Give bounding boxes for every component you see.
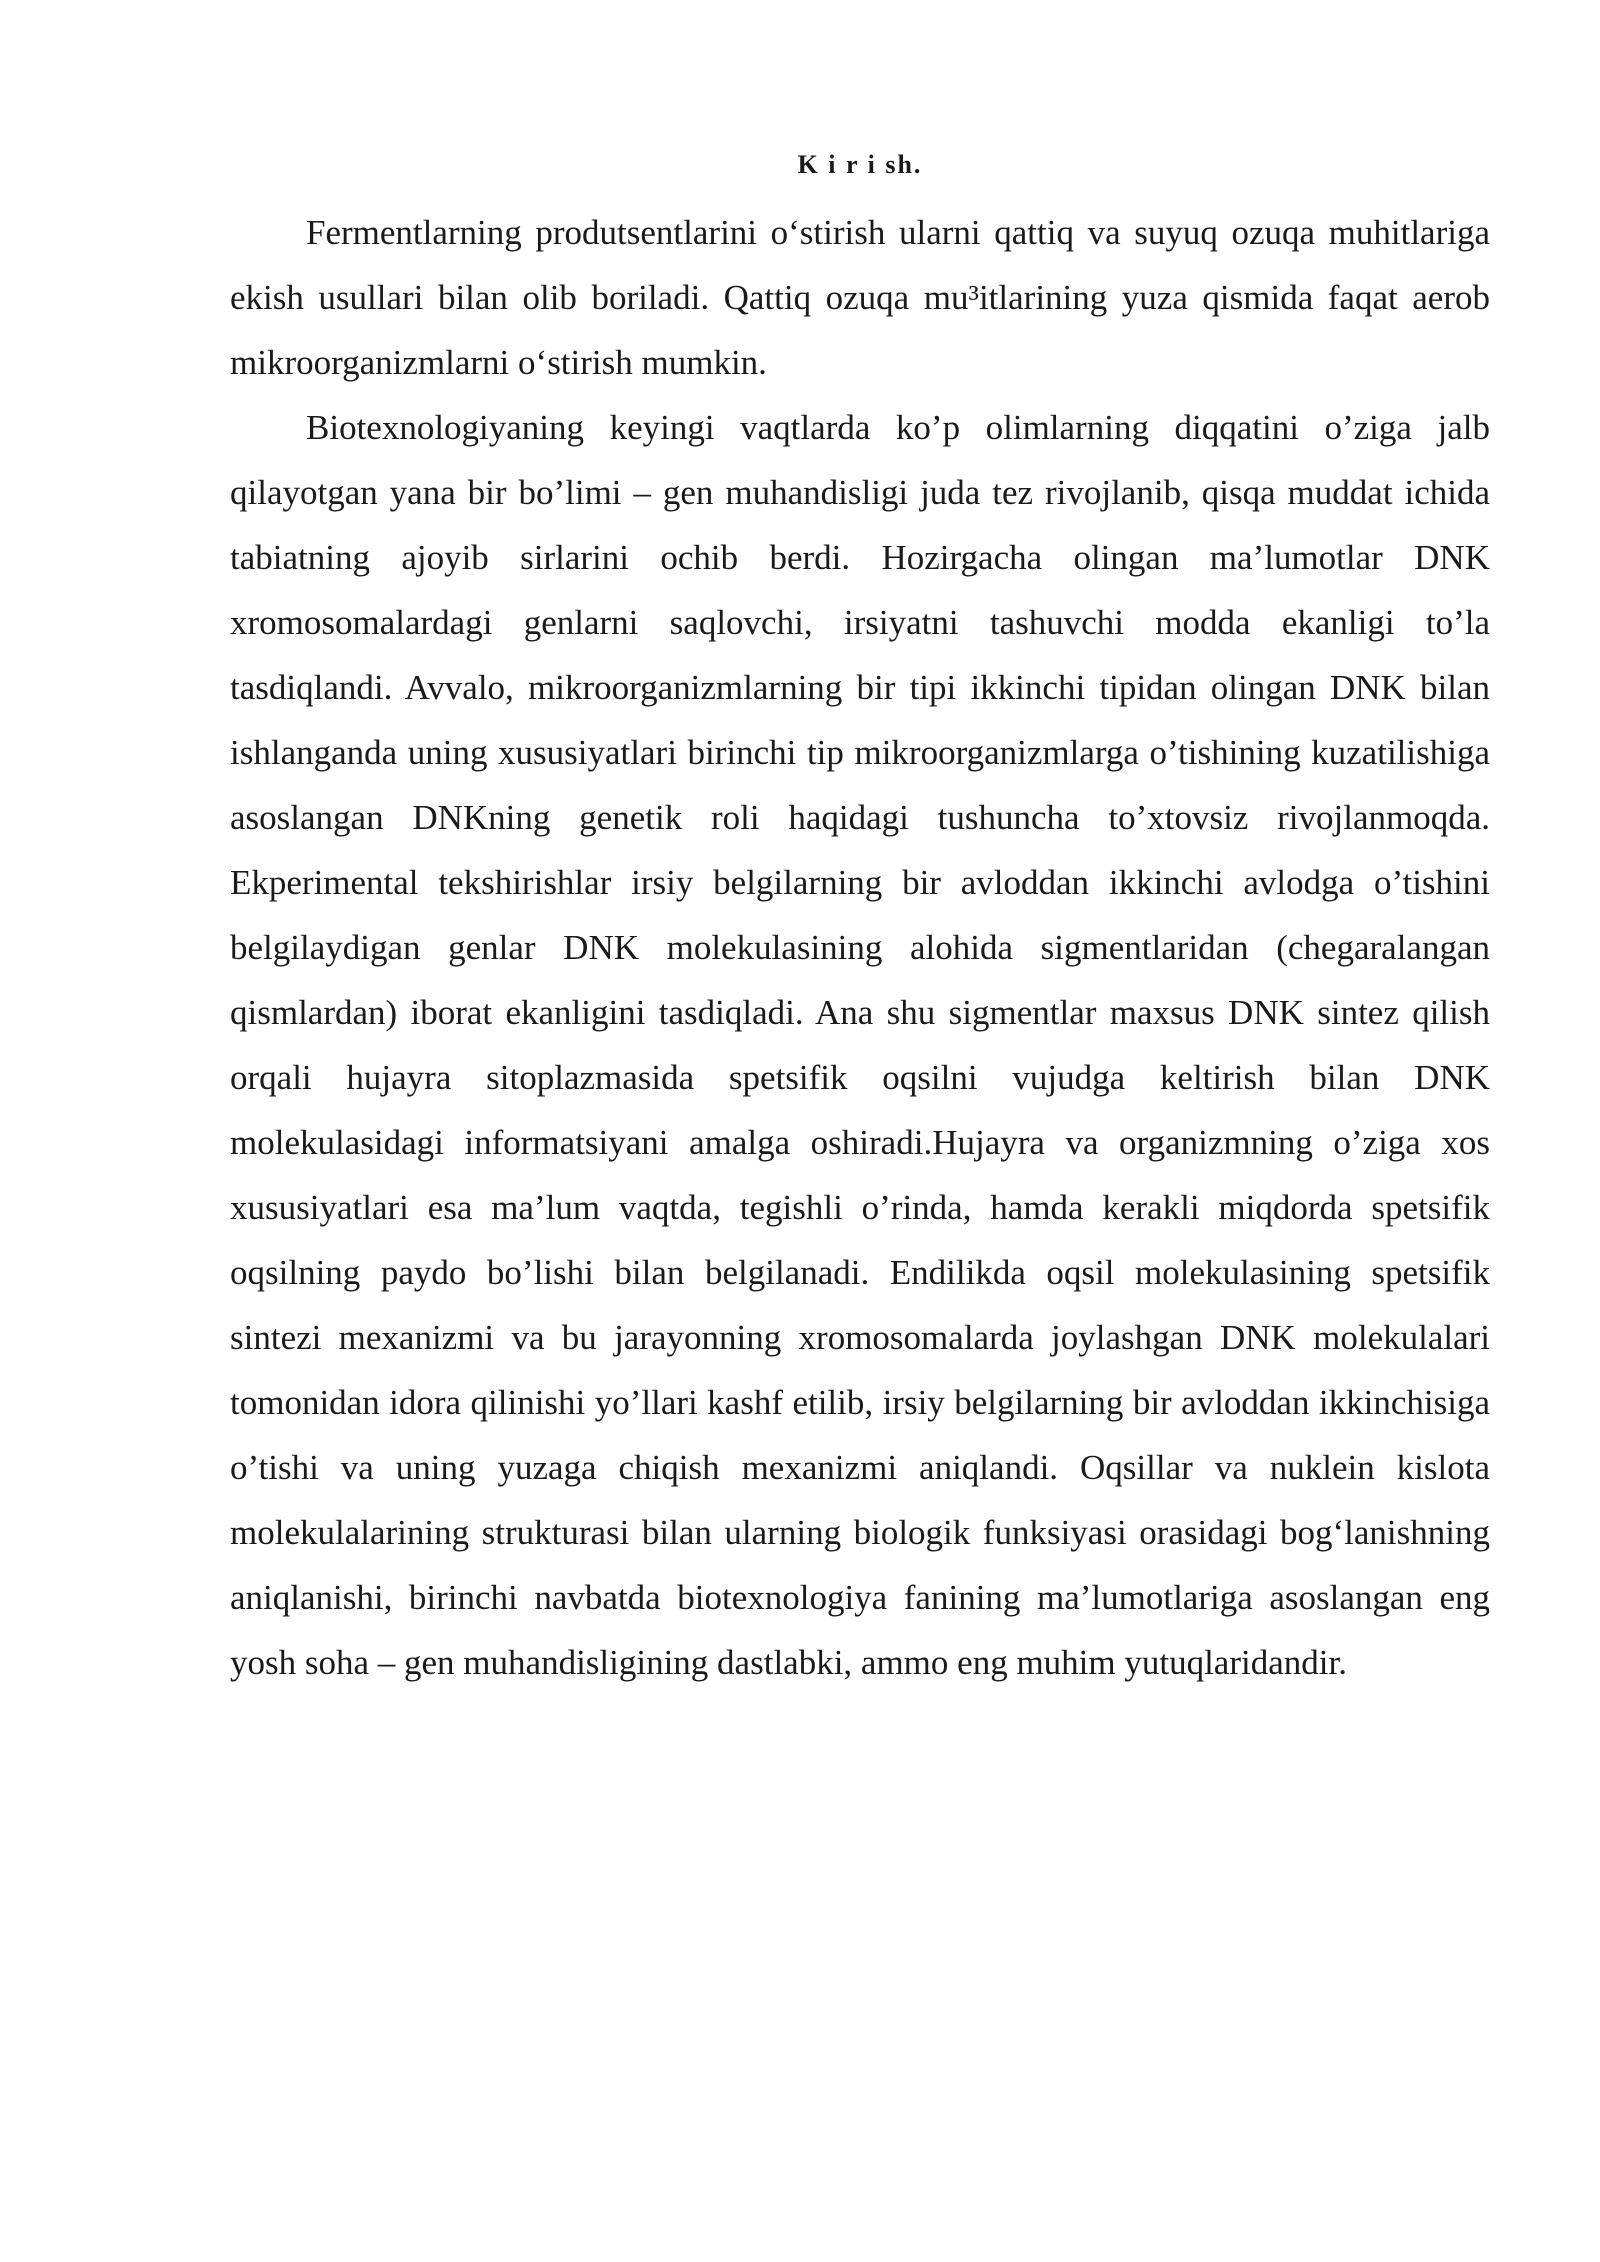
section-heading: K i r i sh.: [797, 150, 923, 179]
paragraph-2: Biotexnologiyaning keyingi vaqtlarda ko’p olimlarning diqqatini o’ziga jalb qilayotgan yana bir bo’limi – gen muhandisligi juda tez rivojlanib, qisqa muddat ichida tabiatning ajoyib sirlarini ochib berdi. Hozirgacha olingan ma’lumotlar DNK xromosomalardagi genlarni saqlovchi, irsiyatni tashuvchi modda ekanligi to’la tasdiqlandi. Avvalo, mikroorganizmlarning bir tipi ikkinchi tipidan olingan DNK bilan ishlanganda uning xususiyatlari birinchi tip mikroorganizmlarga o’tishining kuzatilishiga asoslangan DNKning genetik roli haqidagi tushuncha to’xtovsiz rivojlanmoqda. Ekperimental tekshirishlar irsiy belgilarning bir avloddan ikkinchi avlodga o’tishini belgilaydigan genlar DNK molekulasining alohida sigmentlaridan (chegaralangan qismlardan) iborat ekanligini tasdiqladi. Ana shu sigmentlar maxsus DNK sintez qilish orqali hujayra sitoplazmasida spetsifik oqsilni vujudga keltirish bilan DNK molekulasidagi informatsiyani amalga oshiradi.Hujayra va organizmning o’ziga xos xususiyatlari esa ma’lum vaqtda, tegishli o’rinda, hamda kerakli miqdorda spetsifik oqsilning paydo bo’lishi bilan belgilanadi. Endilikda oqsil molekulasining spetsifik sintezi mexanizmi va bu jarayonning xromosomalarda joylashgan DNK molekulalari tomonidan idora qilinishi yo’llari kashf etilib, irsiy belgilarning bir avloddan ikkinchisiga o’tishi va uning yuzaga chiqish mexanizmi aniqlandi. Oqsillar va nuklein kislota molekulalarining strukturasi bilan ularning biologik funksiyasi orasidagi bog‘lanishning aniqlanishi, birinchi navbatda biotexnologiya fanining ma’lumotlariga asoslangan eng yosh soha – gen muhandisligining dastlabki, ammo eng muhim yutuqlaridandir.: [230, 408, 1490, 1682]
document-body: [230, 200, 1490, 1695]
paragraph-1: Fermentlarning produtsentlarini o‘stirish ularni qattiq va suyuq ozuqa muhitlariga ekish usullari bilan olib boriladi. Qattiq ozuqa mu³itlarining yuza qismida faqat aerob mikroorganizmlarni o‘stirish mumkin.: [230, 213, 1490, 382]
